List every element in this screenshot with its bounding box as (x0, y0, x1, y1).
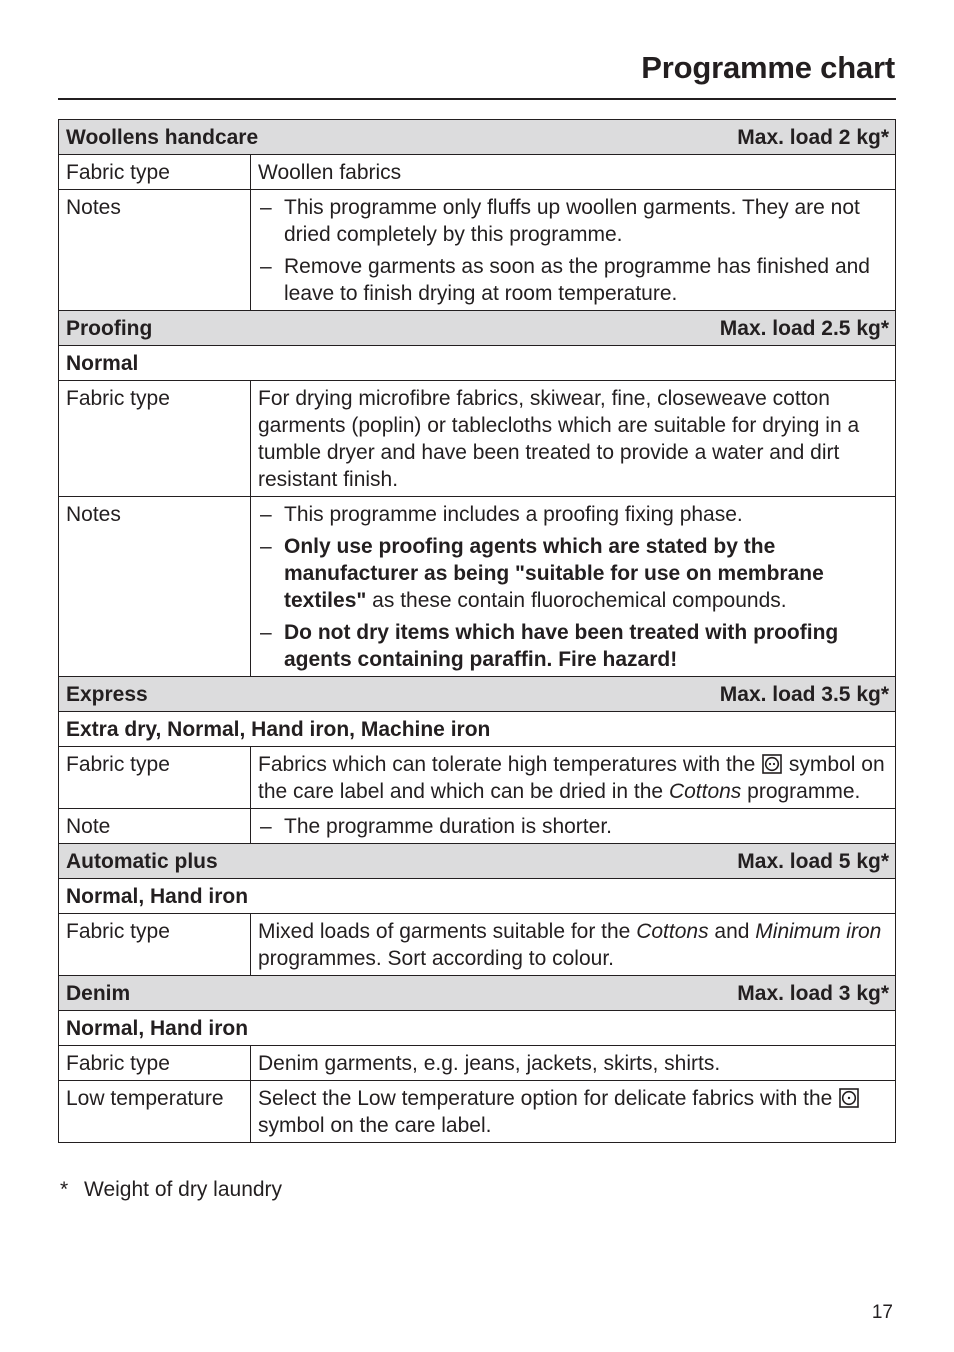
programme-reference: Cottons (636, 920, 709, 943)
programme-header-woollens-handcare (59, 120, 896, 155)
programme-name: Woollens handcare (66, 126, 259, 149)
row-label: Fabric type (59, 1046, 251, 1081)
text-run: symbol on the care label and which can be dried in the (258, 753, 885, 803)
fabric-type-text: For drying microfibre fabrics, skiwear, fine, closeweave cotton garments (poplin) or tablecloths which are suitable for drying in a tumble dryer and have been treated to provide a water and dirt resistant finish. (251, 381, 896, 497)
programme-header-proofing (59, 311, 896, 346)
drying-levels-row (59, 1011, 896, 1046)
drying-levels-row (59, 879, 896, 914)
programme-reference: Minimum iron (755, 920, 882, 943)
note-item: – This programme only fluffs up woollen garments. They are not dried completely by this programme. (258, 194, 889, 248)
notes-cell (251, 809, 896, 844)
warning-text: Do not dry items which have been treated with proofing agents containing paraffin. Fire hazard! (284, 621, 839, 671)
notes-cell (251, 190, 896, 311)
row-label: Fabric type (59, 381, 251, 497)
programme-reference: Cottons (668, 780, 742, 803)
programme-name: Proofing (66, 317, 153, 340)
row-label: Fabric type (59, 914, 251, 976)
page-number: 17 (871, 1302, 893, 1323)
programme-header-automatic-plus (59, 844, 896, 879)
programme-name: Express (66, 683, 148, 706)
table-row (59, 497, 896, 677)
programme-chart-table (58, 119, 896, 1143)
fabric-type-text (251, 914, 896, 976)
drying-levels: Extra dry, Normal, Hand iron, Machine iron (59, 712, 896, 747)
note-item (258, 619, 889, 673)
fabric-type-text (251, 747, 896, 809)
table-row (59, 190, 896, 311)
programme-name: Denim (66, 982, 131, 1005)
text-run: symbol on the care label. (258, 1114, 492, 1137)
warning-text: Only use proofing agents which are stated by the manufacturer as being "suitable for use on membrane textiles" (284, 535, 824, 612)
drying-levels: Normal, Hand iron (59, 879, 896, 914)
row-label: Fabric type (59, 155, 251, 190)
max-load: Max. load 3 kg* (737, 982, 889, 1005)
notes-cell (251, 497, 896, 677)
max-load: Max. load 2.5 kg* (719, 317, 889, 340)
row-label: Fabric type (59, 747, 251, 809)
table-row (59, 914, 896, 976)
note-text: as these contain fluorochemical compounds. (366, 589, 787, 612)
max-load: Max. load 5 kg* (737, 850, 889, 873)
table-row (59, 381, 896, 497)
note-item: – This programme includes a proofing fixing phase. (258, 501, 889, 528)
programme-header-denim (59, 976, 896, 1011)
table-row (59, 1046, 896, 1081)
drying-levels: Normal (59, 346, 896, 381)
max-load: Max. load 2 kg* (737, 126, 889, 149)
table-row (59, 155, 896, 190)
table-row (59, 1081, 896, 1143)
programme-name: Automatic plus (66, 850, 218, 873)
tumble-dry-normal-temperature-icon (762, 754, 782, 774)
row-label: Note (59, 809, 251, 844)
footnote-marker: * (60, 1178, 69, 1201)
title-rule (58, 98, 896, 100)
table-row (59, 747, 896, 809)
note-item (258, 533, 889, 614)
drying-levels: Normal, Hand iron (59, 1011, 896, 1046)
text-run: programmes. Sort according to colour. (258, 947, 614, 970)
fabric-type-text: Denim garments, e.g. jeans, jackets, skirts, shirts. (251, 1046, 896, 1081)
row-label: Notes (59, 497, 251, 677)
footnote (60, 1178, 282, 1202)
text-run: Fabrics which can tolerate high temperatures with the (258, 753, 756, 776)
max-load: Max. load 3.5 kg* (719, 683, 889, 706)
programme-header-express (59, 677, 896, 712)
drying-levels-row (59, 346, 896, 381)
row-label: Low temperature (59, 1081, 251, 1143)
text-run: programme. (741, 780, 861, 803)
footnote-text: Weight of dry laundry (84, 1178, 283, 1201)
page-title: Programme chart (641, 50, 895, 85)
table-row (59, 809, 896, 844)
row-label: Notes (59, 190, 251, 311)
tumble-dry-low-temperature-icon (839, 1088, 859, 1108)
low-temperature-text (251, 1081, 896, 1143)
note-item: – Remove garments as soon as the programme has finished and leave to finish drying at room temperature. (258, 253, 889, 307)
text-run: Mixed loads of garments suitable for the (258, 920, 637, 943)
text-run: and (708, 920, 756, 943)
note-item: – The programme duration is shorter. (258, 813, 889, 840)
text-run: Select the Low temperature option for delicate fabrics with the (258, 1087, 833, 1110)
fabric-type-text: Woollen fabrics (251, 155, 896, 190)
drying-levels-row (59, 712, 896, 747)
